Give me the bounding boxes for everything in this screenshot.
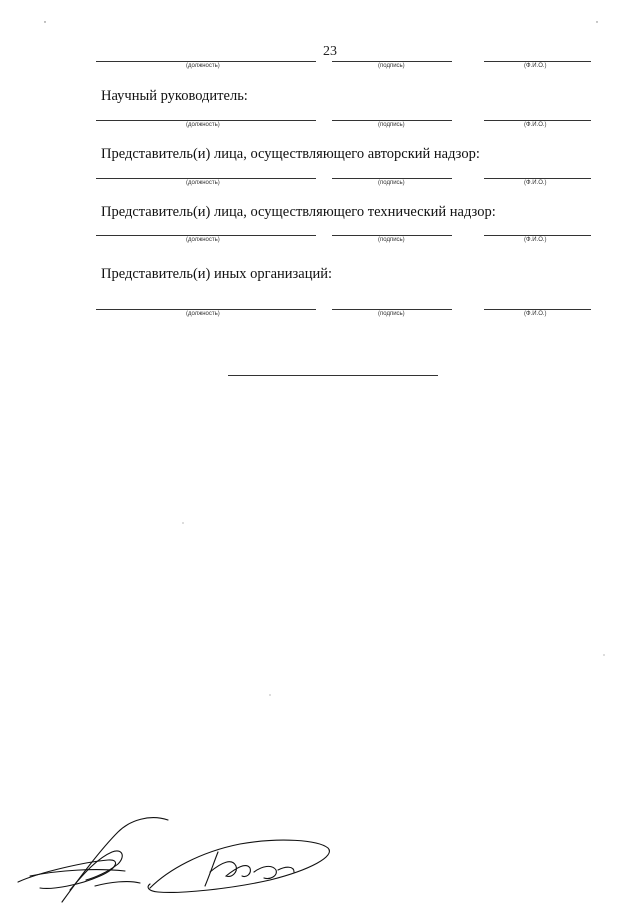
fio-caption: (Ф.И.О.) bbox=[524, 237, 547, 243]
position-caption: (должность) bbox=[186, 180, 220, 186]
signature-caption: (подпись) bbox=[378, 311, 405, 317]
position-caption: (должность) bbox=[186, 237, 220, 243]
position-caption: (должность) bbox=[186, 311, 220, 317]
section-title-technical-supervision: Представитель(и) лица, осуществляющего технический надзор: bbox=[101, 204, 496, 220]
signature-caption: (подпись) bbox=[378, 237, 405, 243]
position-caption: (должность) bbox=[186, 122, 220, 128]
fio-caption: (Ф.И.О.) bbox=[524, 63, 547, 69]
page-number: 23 bbox=[323, 44, 337, 59]
section-title-author-supervision: Представитель(и) лица, осуществляющего авторский надзор: bbox=[101, 146, 480, 162]
section-title-other-organizations: Представитель(и) иных организаций: bbox=[101, 266, 333, 282]
signature-caption: (подпись) bbox=[378, 180, 405, 186]
fio-caption: (Ф.И.О.) bbox=[524, 180, 547, 186]
fio-caption: (Ф.И.О.) bbox=[524, 311, 547, 317]
fio-caption: (Ф.И.О.) bbox=[524, 122, 547, 128]
signature-caption: (подпись) bbox=[378, 122, 405, 128]
handwritten-signatures bbox=[0, 810, 640, 905]
position-caption: (должность) bbox=[186, 63, 220, 69]
section-title-scientific-supervisor: Научный руководитель: bbox=[101, 88, 248, 104]
signature-caption: (подпись) bbox=[378, 63, 405, 69]
